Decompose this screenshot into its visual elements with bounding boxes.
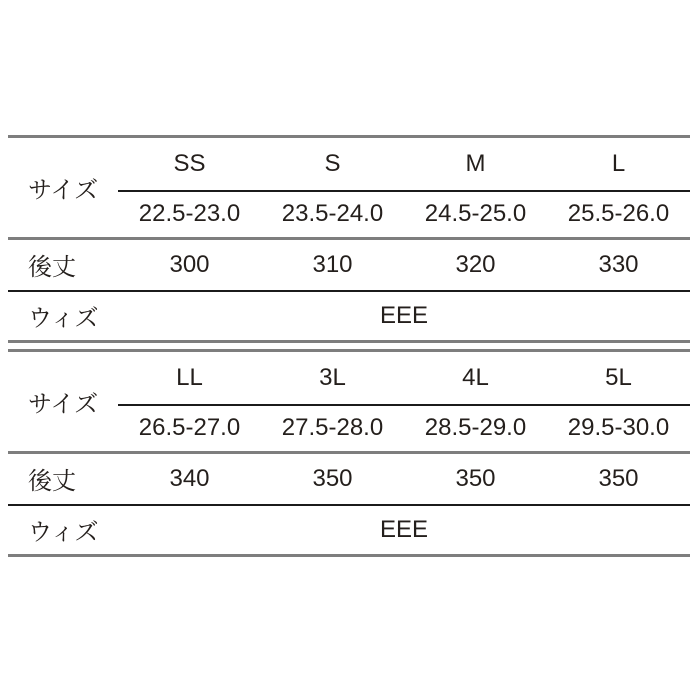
size-range-cell: 29.5-30.0 <box>547 405 690 453</box>
width-row <box>8 291 690 342</box>
back-length-row <box>8 453 690 505</box>
size-name-cell: LL <box>118 351 261 405</box>
size-name-cell: SS <box>118 137 261 191</box>
size-name-cell: 4L <box>404 351 547 405</box>
back-length-cell: 300 <box>118 239 261 291</box>
width-row <box>8 505 690 556</box>
row-label-back-length: 後丈 <box>8 239 118 291</box>
row-label-size: サイズ <box>8 351 118 453</box>
size-table-upper <box>8 135 690 343</box>
row-label-width: ウィズ <box>8 291 118 342</box>
size-range-cell: 26.5-27.0 <box>118 405 261 453</box>
size-name-cell: 5L <box>547 351 690 405</box>
width-value-cell: EEE <box>118 291 690 342</box>
back-length-row <box>8 239 690 291</box>
row-label-size: サイズ <box>8 137 118 239</box>
back-length-cell: 350 <box>404 453 547 505</box>
size-range-cell: 23.5-24.0 <box>261 191 404 239</box>
size-table-lower <box>8 349 690 557</box>
size-name-cell: 3L <box>261 351 404 405</box>
size-name-cell: S <box>261 137 404 191</box>
back-length-cell: 350 <box>261 453 404 505</box>
back-length-cell: 310 <box>261 239 404 291</box>
size-range-cell: 27.5-28.0 <box>261 405 404 453</box>
back-length-cell: 340 <box>118 453 261 505</box>
back-length-cell: 320 <box>404 239 547 291</box>
back-length-cell: 350 <box>547 453 690 505</box>
size-tables <box>8 135 690 557</box>
size-name-cell: L <box>547 137 690 191</box>
row-label-width: ウィズ <box>8 505 118 556</box>
back-length-cell: 330 <box>547 239 690 291</box>
size-range-cell: 25.5-26.0 <box>547 191 690 239</box>
size-range-cell: 24.5-25.0 <box>404 191 547 239</box>
size-range-cell: 28.5-29.0 <box>404 405 547 453</box>
size-name-row <box>8 137 690 191</box>
size-name-row <box>8 351 690 405</box>
size-range-cell: 22.5-23.0 <box>118 191 261 239</box>
size-name-cell: M <box>404 137 547 191</box>
width-value-cell: EEE <box>118 505 690 556</box>
row-label-back-length: 後丈 <box>8 453 118 505</box>
